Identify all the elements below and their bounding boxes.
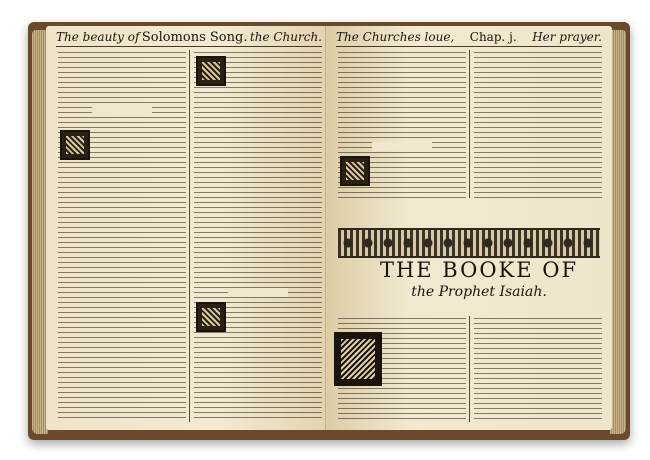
open-book: [28, 22, 630, 440]
right-header-left: The Churches loue,: [336, 30, 455, 44]
left-initial-1: [60, 130, 90, 160]
left-header-right: the Church.: [249, 30, 322, 44]
book-title-sub: the Prophet Isaiah.: [411, 284, 547, 300]
left-chapter-mark-1: [92, 106, 152, 115]
left-initial-2: [196, 56, 226, 86]
book-title-main: THE BOOKE OF: [379, 258, 579, 282]
left-chapter-mark-2: [228, 288, 288, 297]
right-initial-1: [340, 156, 370, 186]
right-column-rule-top: [469, 50, 470, 198]
right-text-column-2: [474, 50, 602, 198]
left-page: [46, 26, 332, 430]
page-edges-right: [610, 30, 626, 434]
right-chapter-mark: [372, 142, 432, 151]
left-header-center: Solomons Song.: [141, 30, 248, 45]
left-header-left: The beauty of: [56, 30, 140, 44]
left-text-column-2: [194, 50, 322, 422]
left-column-rule: [189, 50, 190, 422]
right-page-header: [336, 30, 602, 47]
right-header-center: Chap. j.: [469, 30, 517, 44]
left-page-header: [56, 30, 322, 47]
left-initial-3: [196, 302, 226, 332]
right-column-rule-bottom: [469, 316, 470, 422]
right-large-initial: [334, 332, 382, 386]
decorative-headpiece: [338, 228, 600, 258]
right-text-column-4: [474, 316, 602, 422]
book-title: [366, 258, 592, 300]
right-page: [326, 26, 612, 430]
right-header-right: Her prayer.: [532, 30, 602, 44]
